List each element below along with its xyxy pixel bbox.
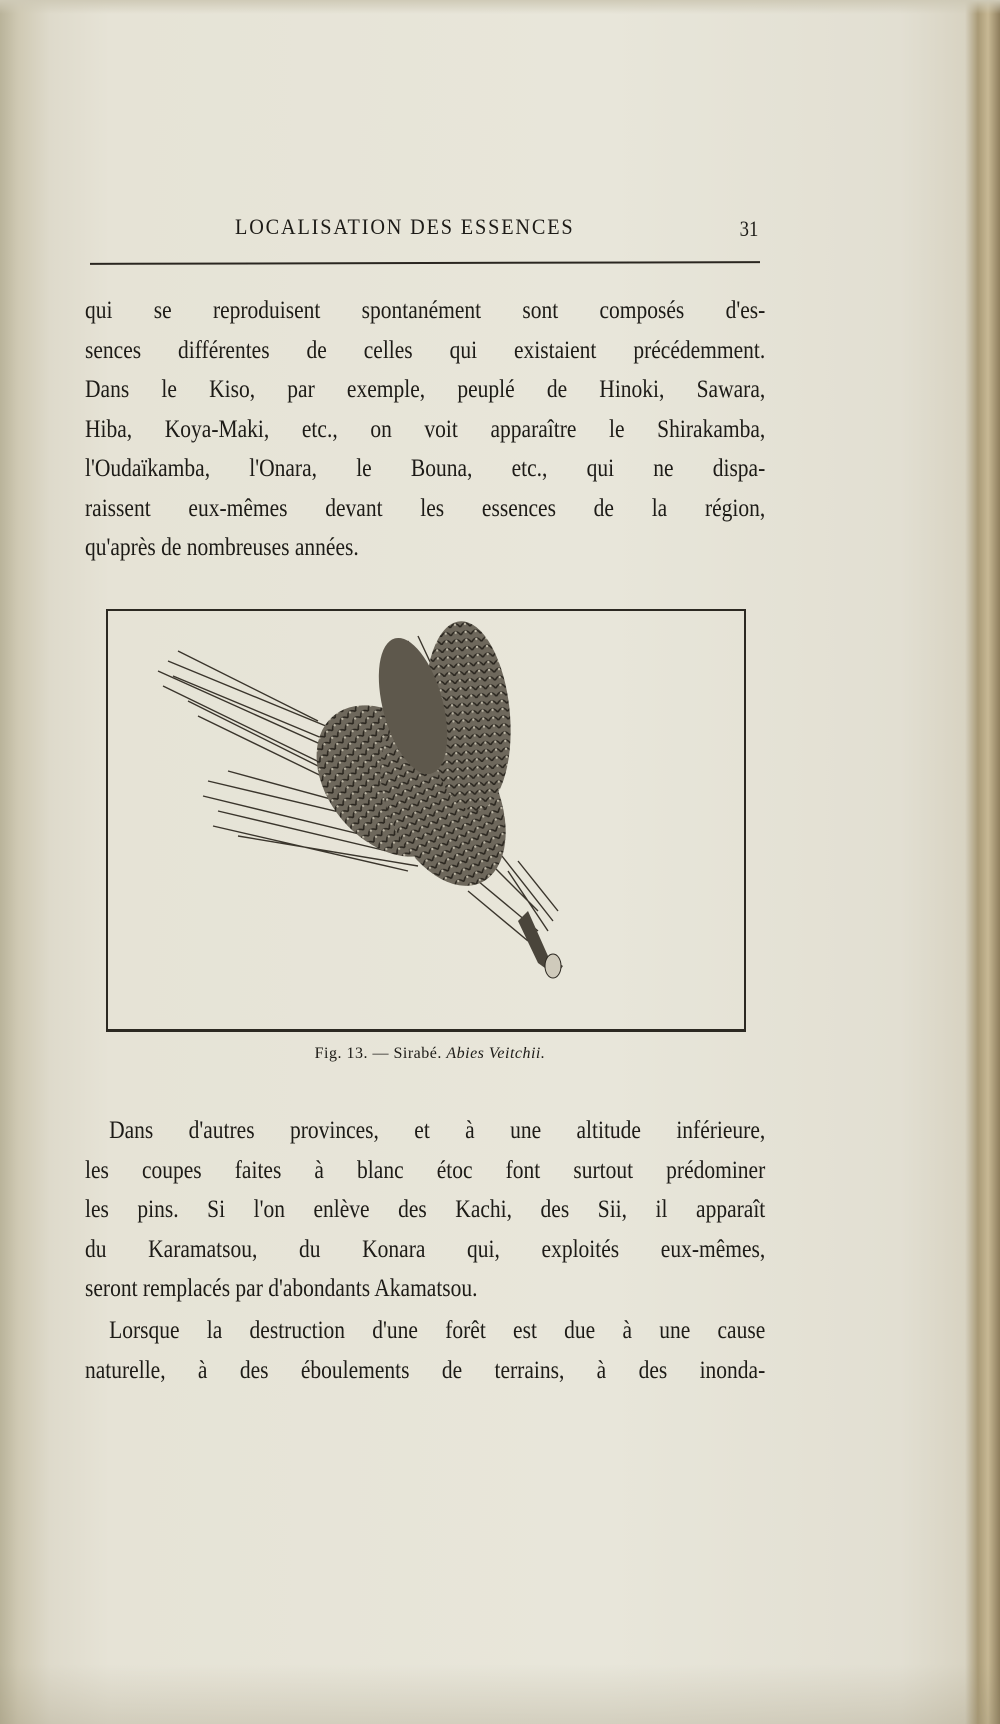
text-line: les coupes faites à blanc étoc font surtout prédominer: [85, 1156, 766, 1184]
text-line: seront remplacés par d'abondants Akamatsou.: [85, 1275, 478, 1302]
paragraph-3: [85, 1311, 765, 1390]
text-line: naturelle, à des éboulements de terrains, à des inonda-: [85, 1356, 766, 1384]
paragraph-1: [85, 291, 765, 568]
figure-caption: [0, 1045, 860, 1063]
text-line: les pins. Si l'on enlève des Kachi, des Sii, il apparaît: [85, 1196, 766, 1223]
text-line: Lorsque la destruction d'une forêt est due à une cause: [109, 1317, 766, 1344]
text-line: qu'après de nombreuses années.: [85, 534, 359, 561]
page-bottom-shade: [0, 1664, 1000, 1724]
figure-illustration: [106, 609, 746, 1032]
fir-branch-illustration: [108, 611, 744, 1029]
text-line: l'Oudaïkamba, l'Onara, le Bouna, etc., qui ne dispa-: [85, 455, 766, 482]
text-line: sences différentes de celles qui existaient précédemment.: [85, 336, 766, 364]
text-line: Dans d'autres provinces, et à une altitude inférieure,: [109, 1117, 766, 1144]
text-line: qui se reproduisent spontanément sont composés d'es-: [85, 297, 766, 324]
text-line: raissent eux-mêmes devant les essences de la région,: [85, 494, 766, 522]
caption-species: Abies Veitchii.: [446, 1045, 546, 1062]
text-line: Hiba, Koya-Maki, etc., on voit apparaître le Shirakamba,: [85, 415, 766, 443]
page-top-edge: [0, 0, 1000, 14]
paragraph-2: [85, 1111, 765, 1309]
page-number: 31: [739, 216, 759, 241]
text-line: Dans le Kiso, par exemple, peuplé de Hinoki, Sawara,: [85, 376, 766, 403]
running-header: [90, 214, 760, 248]
caption-label: Fig. 13. — Sirabé.: [314, 1045, 442, 1062]
text-line: du Karamatsou, du Konara qui, exploités eux-mêmes,: [85, 1235, 766, 1263]
branch-cut: [545, 954, 561, 978]
header-rule: [90, 261, 760, 265]
running-title: LOCALISATION DES ESSENCES: [235, 214, 575, 239]
